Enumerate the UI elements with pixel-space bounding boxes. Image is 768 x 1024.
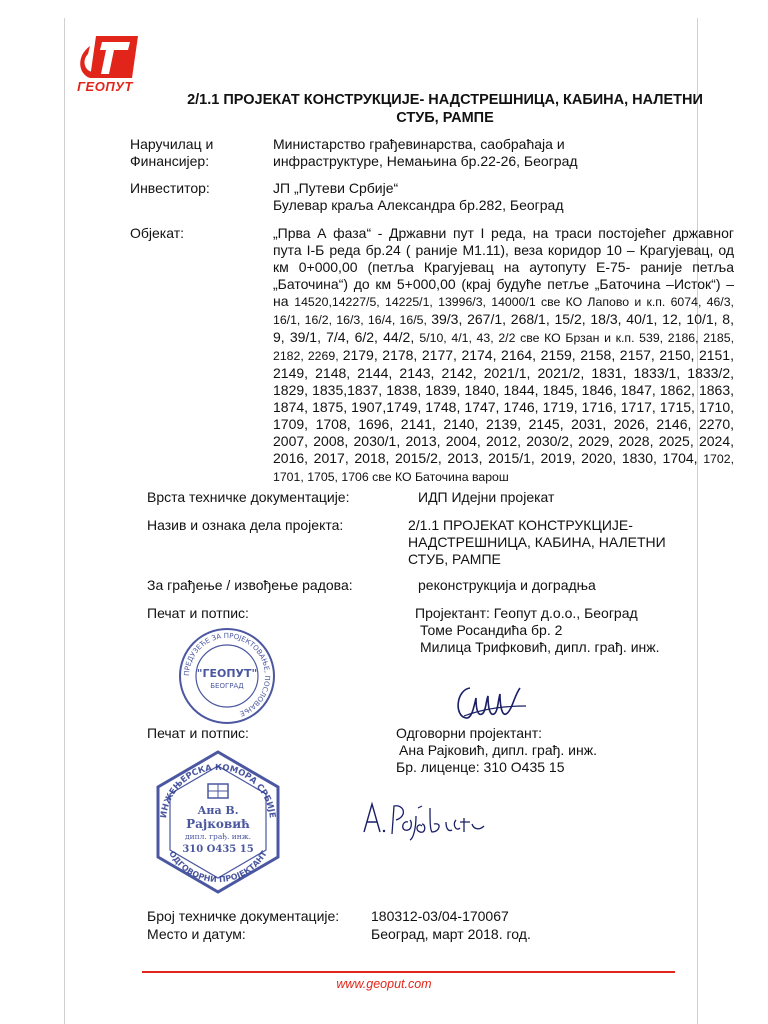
place-date-label: Место и датум: (147, 926, 246, 942)
logo-wordmark: ГЕОПУТ (77, 79, 133, 94)
chamber-stamp (144, 748, 292, 896)
company-stamp (177, 626, 277, 726)
document-title (150, 91, 740, 127)
stamp2-name-1: Ана В. (197, 804, 239, 817)
investor-value-line-2: Булевар краља Александра бр.282, Београд (273, 197, 564, 213)
seal1-designer-line-1: Пројектант: Геопут д.о.о., Београд (415, 605, 638, 621)
works-label: За грађење / извођење радова: (147, 577, 353, 593)
object-parcels-lapovo-b: 39/3, 267/1, 268/1, 15/2, 18/3, 40/1, 12, 10/1, 8, 9, 39/1, 7/4, 6/2, 44/2, (273, 311, 734, 345)
object-parcels-lapovo-a: 14520,14227/5, 14225/1, 13996/3, 14000/1 све КО Лапово и к.п. 6074, 46/3, 16/1, 16/2, 16/3, 16/4, 16/5, (273, 295, 734, 327)
part-value-line-3: СТУБ, РАМПЕ (408, 551, 501, 567)
client-value (273, 136, 731, 170)
responsible-designer-signature (360, 796, 520, 842)
seal2-designer-line-2: Ана Рајковић, дипл. грађ. инж. (399, 742, 597, 758)
seal2-designer-line-1: Одговорни пројектант: (396, 725, 543, 741)
client-label-line-2: Финансијер: (130, 153, 210, 169)
works-value: реконструкција и доградња (418, 577, 596, 593)
client-label-line-1: Наручилац и (130, 136, 214, 152)
object-label: Објекат: (130, 225, 185, 241)
seal1-designer (415, 605, 660, 656)
title-line-1: 2/1.1 ПРОЈЕКАТ КОНСТРУКЦИЈЕ- НАДСТРЕШНИЦА, КАБИНА, НАЛЕТНИ (187, 92, 703, 108)
investor-value-line-1: ЈП „Путеви Србије“ (273, 180, 399, 196)
seal2-label: Печат и потпис: (147, 725, 249, 741)
stamp2-ring-top-text: ИНЖЕЊЕРСКА КОМОРА СРБИЈЕ (159, 762, 277, 819)
client-label (130, 136, 213, 170)
seal1-designer-line-2: Томе Росандића бр. 2 (420, 622, 563, 638)
doc-type-value: ИДП Идејни пројекат (418, 489, 555, 505)
client-value-line-2: инфраструктуре, Немањина бр.22-26, Београд (273, 153, 578, 169)
object-parcels-batocina-b: 1702, 1701, 1705, 1706 све КО Баточина варош (273, 452, 734, 484)
investor-value (273, 180, 731, 214)
stamp2-title: дипл. грађ. инж. (184, 832, 252, 841)
part-value-line-1: 2/1.1 ПРОЈЕКАТ КОНСТРУКЦИЈЕ- (408, 517, 633, 533)
client-value-line-1: Министарство грађевинарства, саобраћаја и (273, 136, 565, 152)
title-line-2: СТУБ, РАМПЕ (396, 110, 494, 126)
place-date-value: Београд, март 2018. год. (371, 926, 531, 942)
stamp2-license: 310 О435 15 (182, 844, 254, 855)
seal2-designer (396, 725, 597, 776)
seal1-label: Печат и потпис: (147, 605, 249, 621)
footer-website-link[interactable]: www.geoput.com (336, 977, 432, 991)
object-parcels-batocina-a: 2179, 2178, 2177, 2174, 2164, 2159, 2158, 2157, 2150, 2151, 2149, 2148, 2144, 2143, 2142, 2021/1, 2021/2, 1831, 1833/1, 1833/2, 1829, 1835,1837, 1838, 1839, 1840, 1844, 1845, 1846, 1847, 1862, 1863, 1874, 1875, 1907,1749, 1748, 1747, 1746, 1719, 1716, 1717, 1715, 1710, 1709, 1708, 1696, 2141, 2140, 2139, 2145, 2031, 2026, 2146, 2270, 2007, 2008, 2030/1, 2013, 2004, 2012, 2030/2, 2029, 2028, 2025, 2024, 2016, 2017, 2018, 2015/2, 2013, 2015/1, 2019, 2020, 1830, 1704, (273, 347, 734, 466)
seal1-designer-line-3: Милица Трифковић, дипл. грађ. инж. (420, 639, 660, 655)
stamp1-center-text: "ГЕОПУТ" (196, 667, 258, 680)
stamp2-ring-bottom-text: ОДГОВОРНИ ПРОЈЕКТАНТ (167, 849, 269, 885)
stamp2-name-2: Рајковић (186, 817, 250, 831)
designer-signature (450, 676, 530, 726)
part-value-line-2: НАДСТРЕШНИЦА, КАБИНА, НАЛЕТНИ (408, 534, 666, 550)
seal2-designer-line-3: Бр. лиценце: 310 О435 15 (396, 759, 565, 775)
stamp1-city-text: БЕОГРАД (210, 682, 244, 690)
object-intro: „Прва А фаза“ - Државни пут I реда, на траси постојећег државног пута I-Б реда бр.24 ( раније М1.11), веза коридор 10 – Крагујевац, од км 0+000,00 (петља Крагујевац на аутопуту Е-75- раније петља „Баточина“) до км 5+000,00 (крај будуће петље „Баточина –Исток“) – на (273, 225, 734, 309)
footer-divider (142, 971, 675, 973)
investor-label: Инвеститор: (130, 180, 210, 196)
page-border-left (64, 18, 65, 1024)
object-description (273, 225, 734, 486)
doc-number-value: 180312-03/04-170067 (371, 908, 509, 924)
chamber-emblem-icon (208, 784, 228, 798)
object-parcels-brzan: 5/10, 4/1, 43, 2/2 све КО Брзан и к.п. 539, 2186, 2185, 2182, 2269, (273, 331, 734, 363)
doc-type-label: Врста техничке документације: (147, 489, 350, 505)
part-label: Назив и ознака дела пројекта: (147, 517, 344, 533)
part-value (408, 517, 666, 568)
doc-number-label: Број техничке документације: (147, 908, 340, 924)
stamp1-ring-text: ПРЕДУЗЕЋЕ ЗА ПРОЈЕКТОВАЊЕ, ПОСЛОВАЊЕ (182, 631, 272, 718)
